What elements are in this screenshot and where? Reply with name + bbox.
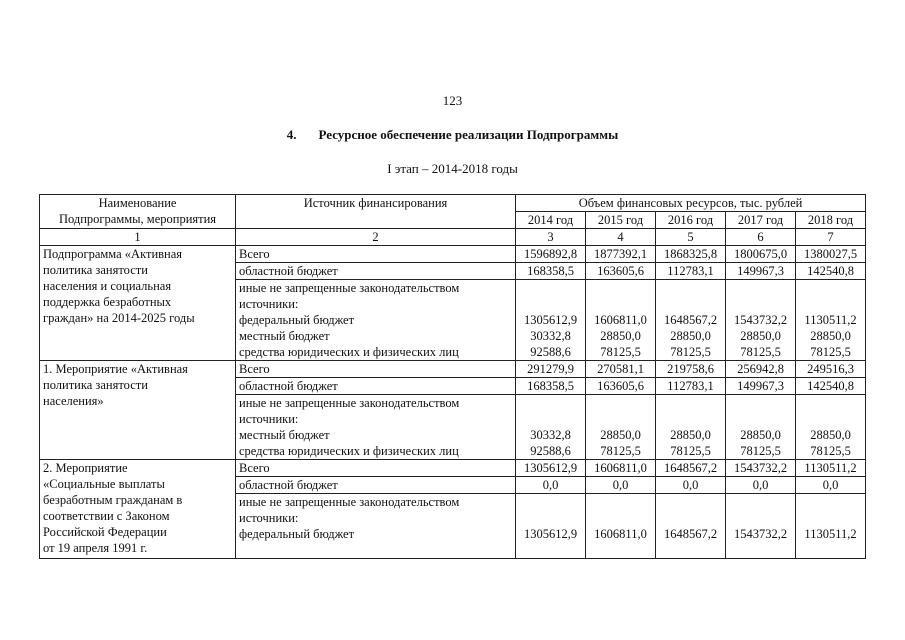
source-other-cell [236,395,516,460]
other-value: 78125,5 [670,444,711,458]
total-value: 256942,8 [726,361,796,378]
source-total-label: Всего [236,246,516,263]
other-value: 1648567,2 [663,313,718,327]
other-value [727,494,794,510]
total-value: 219758,6 [656,361,726,378]
source-other-cell [236,494,516,559]
column-number: 3 [516,229,586,246]
other-value [727,296,794,312]
other-value [517,411,584,427]
block-name-line: населения» [43,394,104,408]
source-regional-label: областной бюджет [236,378,516,395]
other-values-cell [796,494,866,559]
other-value: 78125,5 [600,345,641,359]
other-values-cell [586,280,656,361]
regional-value: 112783,1 [656,378,726,395]
other-value: 1606811,0 [594,527,647,541]
other-value: 30332,8 [530,329,571,343]
other-values-cell [516,280,586,361]
block-total-row [40,361,866,378]
other-value [587,296,654,312]
other-value: 30332,8 [530,428,571,442]
other-value: 28850,0 [670,428,711,442]
column-number: 7 [796,229,866,246]
regional-value: 168358,5 [516,378,586,395]
other-value: 28850,0 [810,329,851,343]
source-line: источники: [239,297,299,311]
regional-value: 0,0 [586,477,656,494]
other-values-cell [656,280,726,361]
other-value [657,395,724,411]
header-year: 2014 год [516,212,586,229]
other-value: 78125,5 [810,444,851,458]
other-values-cell [516,494,586,559]
other-value: 28850,0 [670,329,711,343]
other-value: 28850,0 [600,428,641,442]
header-year: 2018 год [796,212,866,229]
header-name-cell [40,195,236,229]
other-value [657,411,724,427]
other-value [727,280,794,296]
total-value: 1543732,2 [726,460,796,477]
header-row-1 [40,195,866,212]
other-value: 1543732,2 [733,527,788,541]
total-value: 291279,9 [516,361,586,378]
block-name-cell [40,460,236,559]
other-value [797,510,864,526]
other-value: 1305612,9 [523,313,578,327]
other-values-cell [656,395,726,460]
source-other-cell [236,280,516,361]
header-name-line: Подпрограммы, мероприятия [58,212,217,226]
stage-title: I этап – 2014-2018 годы [387,161,518,176]
other-values-cell [796,395,866,460]
regional-value: 0,0 [656,477,726,494]
regional-value: 149967,3 [726,378,796,395]
block-name-line: поддержка безработных [43,295,172,309]
total-value: 1648567,2 [656,460,726,477]
other-value: 78125,5 [600,444,641,458]
other-value: 78125,5 [740,345,781,359]
other-value [517,296,584,312]
column-number: 6 [726,229,796,246]
other-value: 1130511,2 [804,313,857,327]
source-line: иные не запрещенные законодательством [239,281,460,295]
other-value [517,510,584,526]
source-regional-label: областной бюджет [236,477,516,494]
column-number: 1 [40,229,236,246]
section-title [0,127,905,143]
block-name-cell [40,361,236,460]
regional-value: 112783,1 [656,263,726,280]
block-name-line: граждан» на 2014-2025 годы [43,311,195,325]
column-number: 2 [236,229,516,246]
regional-value: 149967,3 [726,263,796,280]
block-name-line: Российской Федерации [43,525,167,539]
block-name-line: 2. Мероприятие [43,461,128,475]
header-year: 2016 год [656,212,726,229]
regional-value: 0,0 [796,477,866,494]
regional-value: 142540,8 [796,378,866,395]
other-value [797,296,864,312]
other-value [797,395,864,411]
source-line: иные не запрещенные законодательством [239,495,460,509]
other-value: 28850,0 [810,428,851,442]
source-line: источники: [239,511,299,525]
total-value: 1868325,8 [656,246,726,263]
other-values-cell [726,280,796,361]
source-line: федеральный бюджет [239,527,355,541]
other-value [517,395,584,411]
block-name-line: 1. Мероприятие «Активная [43,362,188,376]
source-line: местный бюджет [239,428,330,442]
other-value: 1543732,2 [733,313,788,327]
other-value: 78125,5 [810,345,851,359]
other-value: 78125,5 [670,345,711,359]
block-name-line: политика занятости [43,378,148,392]
source-line: средства юридических и физических лиц [239,444,459,458]
block-total-row [40,460,866,477]
regional-value: 163605,6 [586,378,656,395]
other-value [657,296,724,312]
regional-value: 142540,8 [796,263,866,280]
column-number: 4 [586,229,656,246]
regional-value: 0,0 [726,477,796,494]
other-value: 28850,0 [740,329,781,343]
block-name-cell [40,246,236,361]
other-value [657,494,724,510]
other-value: 92588,6 [530,444,571,458]
header-volume-cell: Объем финансовых ресурсов, тыс. рублей [516,195,866,212]
other-value: 1130511,2 [804,527,857,541]
total-value: 1606811,0 [586,460,656,477]
other-value: 28850,0 [600,329,641,343]
section-title-text: Ресурсное обеспечение реализации Подпрограммы [318,127,619,142]
other-values-cell [586,395,656,460]
other-value [657,510,724,526]
other-value [797,411,864,427]
other-value: 1305612,9 [523,527,578,541]
section-number: 4. [286,127,297,142]
other-value [587,510,654,526]
total-value: 249516,3 [796,361,866,378]
other-value [657,280,724,296]
spacer-line [239,542,512,558]
source-line: федеральный бюджет [239,313,355,327]
other-values-cell [586,494,656,559]
other-value: 1648567,2 [663,527,718,541]
other-value [727,411,794,427]
block-name-line: безработным гражданам в [43,493,183,507]
source-line: средства юридических и физических лиц [239,345,459,359]
other-values-cell [726,395,796,460]
other-value: 1606811,0 [594,313,647,327]
regional-value: 0,0 [516,477,586,494]
page-number: 123 [442,93,463,108]
other-values-cell [796,280,866,361]
other-values-cell [516,395,586,460]
header-year: 2015 год [586,212,656,229]
total-value: 1877392,1 [586,246,656,263]
total-value: 1800675,0 [726,246,796,263]
other-value: 78125,5 [740,444,781,458]
other-value [587,280,654,296]
source-total-label: Всего [236,460,516,477]
total-value: 1130511,2 [796,460,866,477]
other-value [587,494,654,510]
source-total-label: Всего [236,361,516,378]
resource-table [39,194,866,559]
other-value [587,395,654,411]
total-value: 270581,1 [586,361,656,378]
total-value: 1305612,9 [516,460,586,477]
source-regional-label: областной бюджет [236,263,516,280]
regional-value: 163605,6 [586,263,656,280]
column-numbers-row [40,229,866,246]
other-value: 92588,6 [530,345,571,359]
source-line: источники: [239,412,299,426]
other-value [727,510,794,526]
source-line: местный бюджет [239,329,330,343]
block-name-line: от 19 апреля 1991 г. [43,541,148,555]
header-source-cell: Источник финансирования [236,195,516,229]
total-value: 1380027,5 [796,246,866,263]
other-value [517,280,584,296]
other-value [727,395,794,411]
other-value [517,494,584,510]
header-year: 2017 год [726,212,796,229]
other-value [797,280,864,296]
other-value [587,411,654,427]
block-name-line: населения и социальная [43,279,172,293]
column-number: 5 [656,229,726,246]
source-line: иные не запрещенные законодательством [239,396,460,410]
block-name-line: политика занятости [43,263,148,277]
other-values-cell [726,494,796,559]
other-values-cell [656,494,726,559]
total-value: 1596892,8 [516,246,586,263]
block-name-line: соответствии с Законом [43,509,170,523]
other-value: 28850,0 [740,428,781,442]
block-name-line: «Социальные выплаты [43,477,165,491]
regional-value: 168358,5 [516,263,586,280]
block-name-line: Подпрограмма «Активная [43,247,183,261]
other-value [797,494,864,510]
header-name-line: Наименование [98,196,177,210]
block-total-row [40,246,866,263]
